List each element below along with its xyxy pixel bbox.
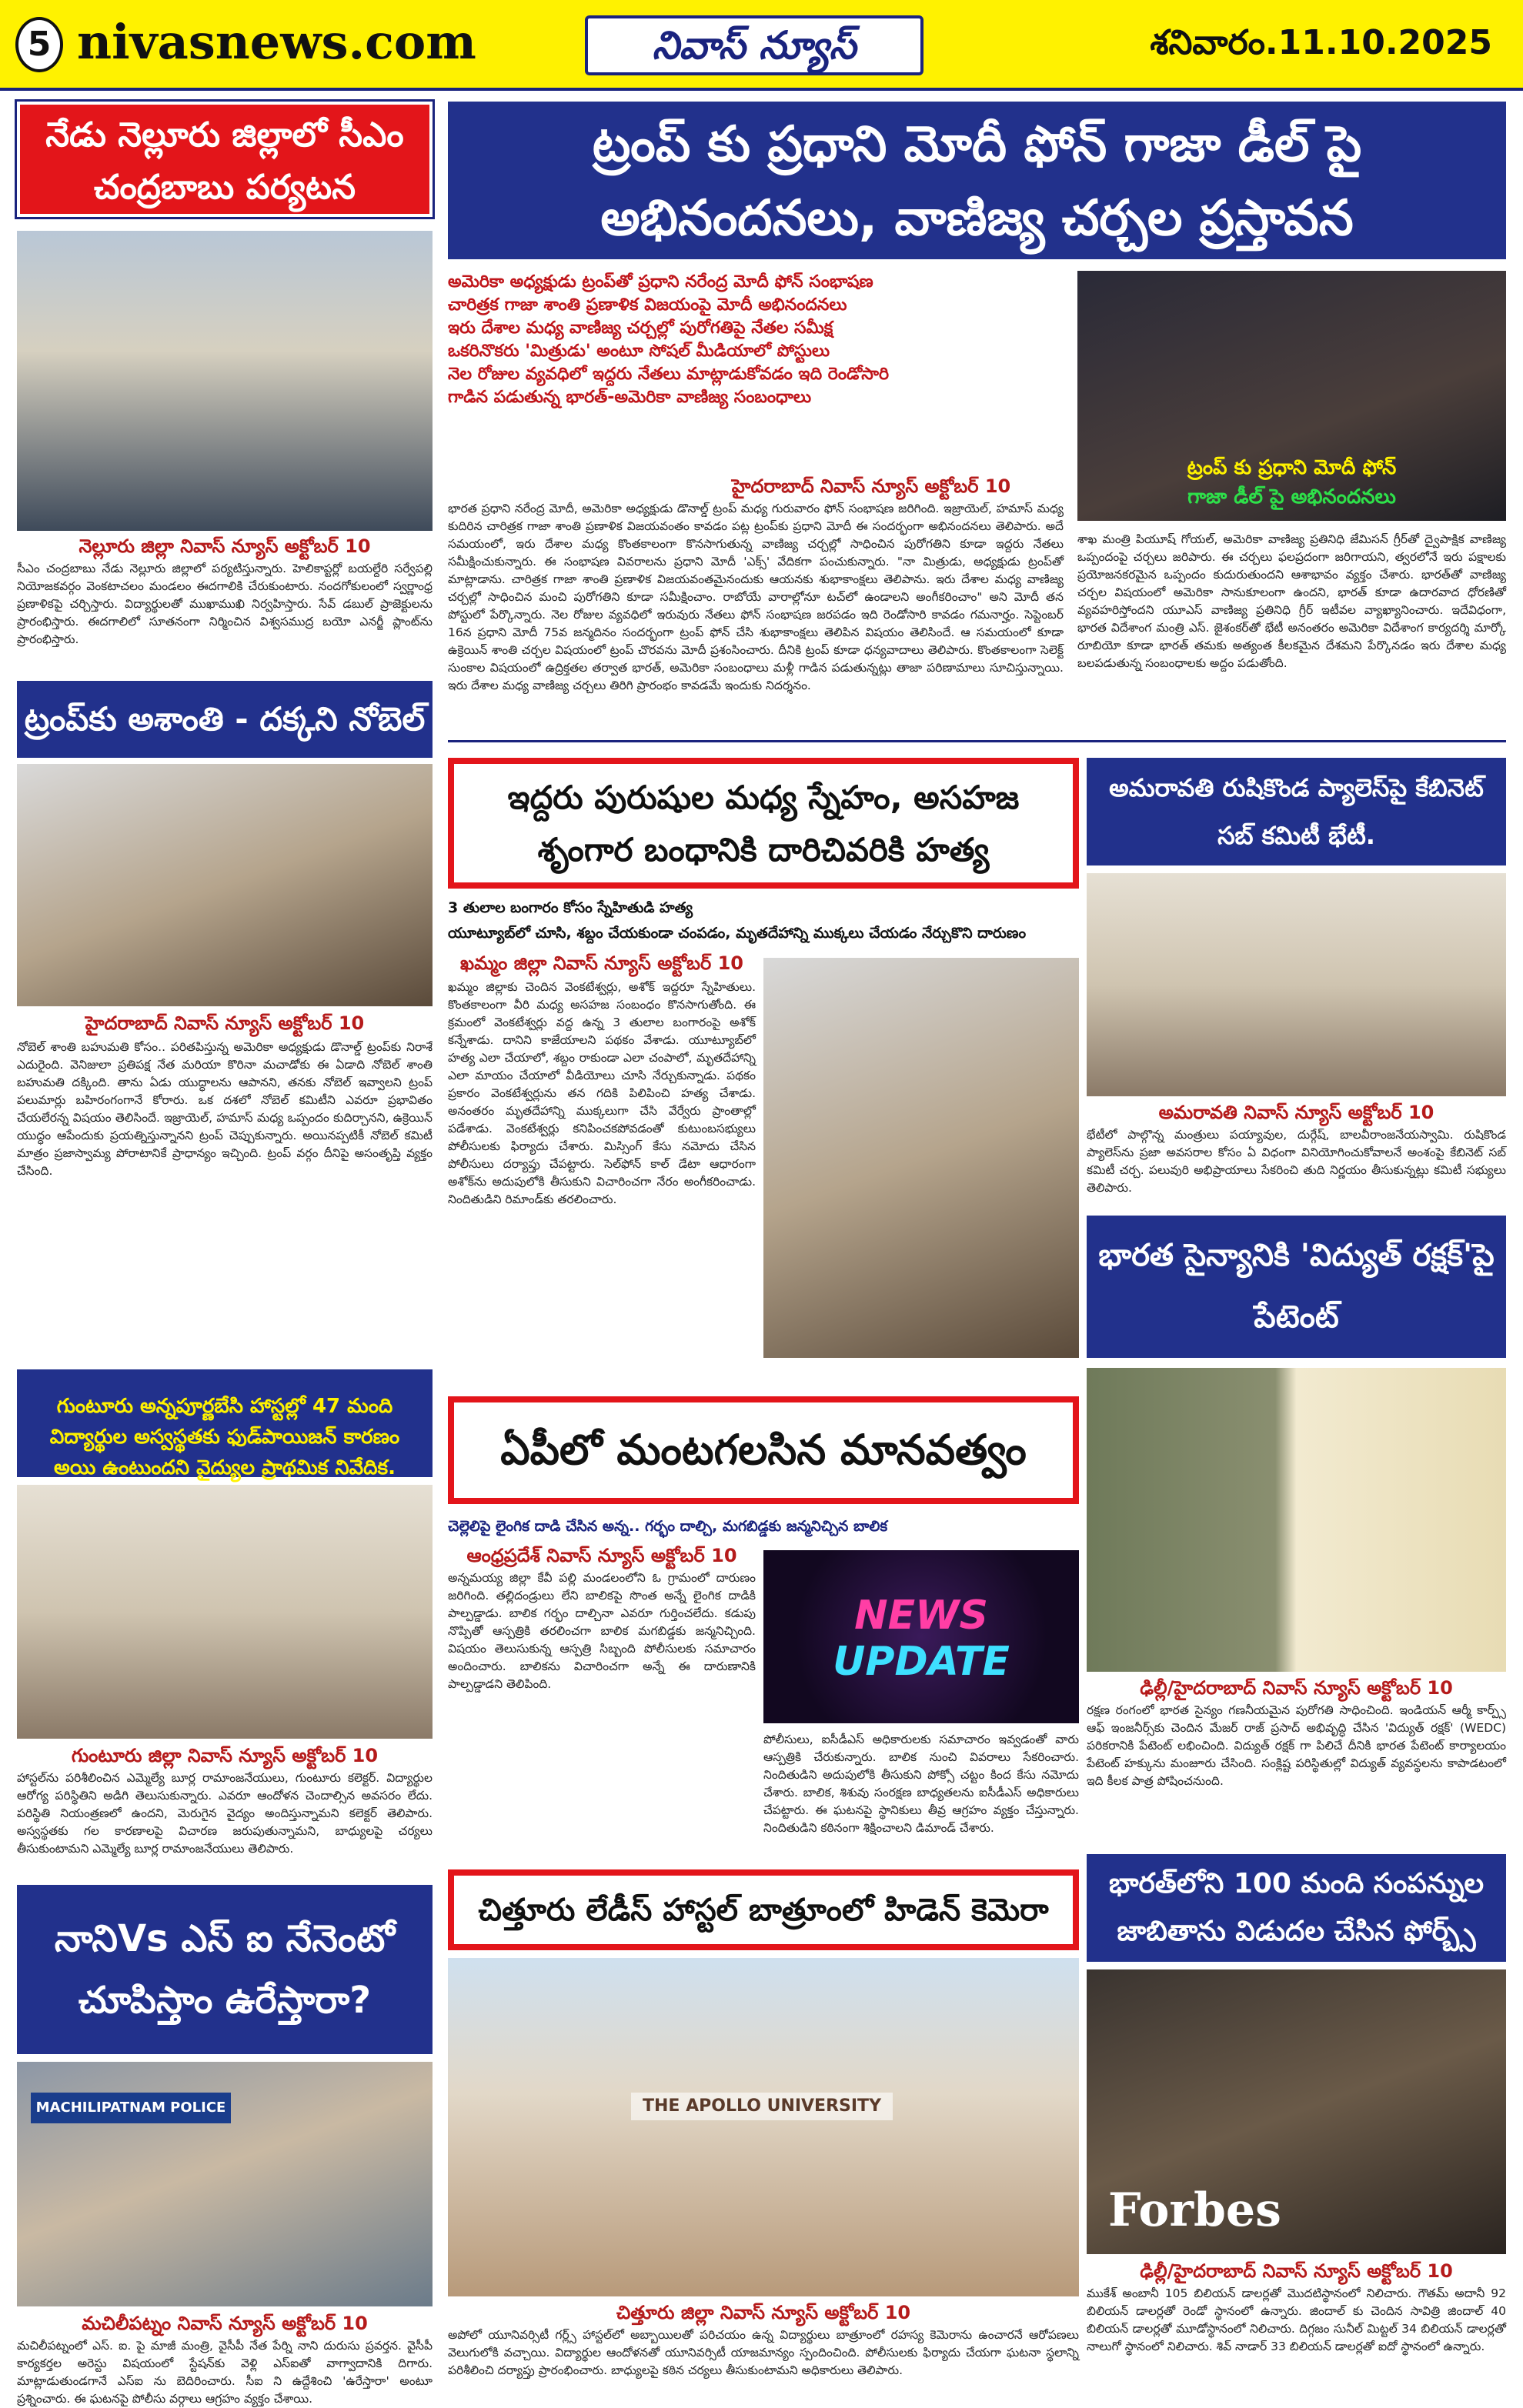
guntur-photo (17, 1485, 433, 1739)
site-name: nivasnews.com (77, 14, 476, 70)
lead-dateline: హైదరాబాద్ నివాస్ న్యూస్ అక్టోబర్ 10 (731, 475, 1011, 497)
patent-dateline: ఢిల్లీ/హైదరాబాద్ నివాస్ న్యూస్ అక్టోబర్ 10 (1140, 1677, 1453, 1699)
lead-highlight: గాడిన పడుతున్న భారత్-అమెరికా వాణిజ్య సంబంధాలు (448, 388, 812, 407)
forbes-headline: భారత్‌లోని 100 మంది సంపన్నుల జాబితాను విడుదల చేసిన ఫోర్బ్స్ (1087, 1854, 1506, 1962)
forbes-dateline: ఢిల్లీ/హైదరాబాద్ నివాస్ న్యూస్ అక్టోబర్ 10 (1140, 2260, 1453, 2282)
masthead (0, 0, 1523, 91)
lead-highlight: చారిత్రక గాజా శాంతి ప్రణాళిక విజయంపై మోదీ అభినందనలు (448, 295, 847, 315)
murder-photo (763, 958, 1079, 1358)
forbes-wordmark: Forbes (1108, 2183, 1281, 2237)
humanity-headline: ఏపీలో మంటగలసిన మానవత్వం (448, 1396, 1079, 1504)
cm-photo (17, 231, 433, 531)
lead-highlight: ఒకరినొకరు 'మిత్రుడు' అంటూ సోషల్ మీడియాలో పోస్టులు (448, 342, 830, 361)
camera-photo (448, 1958, 1079, 2296)
humanity-body-left: అన్నమయ్య జిల్లా కేవీ పల్లి మండలంలోని ఓ గ్రామంలో దారుణం జరిగింది. తల్లిదండ్రులు లేని బాలికపై సొంత అన్నే లైంగిక దాడికి పాల్పడ్డాడు. బాలిక గర్భం దాల్చినా ఎవరూ గుర్తించలేదు. కడుపు నొప్పితో ఆస్పత్రికి తరలించగా బాలిక మగబిడ్డకు జన్మనిచ్చింది. విషయం తెలుసుకున్న ఆస్పత్రి సిబ్బంది పోలీసులకు సమాచారం అందించారు. బాలికను విచారించగా అన్నే ఈ దారుణానికి పాల్పడ్డాడని తెలిపింది. (448, 1571, 756, 1691)
forbes-body: ముకేశ్ అంబానీ 105 బిలియన్ డాలర్లతో మొదటిస్థానంలో నిలిచారు. గౌతమ్ అదానీ 92 బిలియన్ డాలర్లతో రెండో స్థానంలో ఉన్నారు. జిందాల్ కు చెందిన సావిత్రి జిందాల్ 40 బిలియన్ డాలర్లతో మూడోస్థానంలో నిలిచారు. దిగ్గజం సునీల్ మిట్టల్ 34 బిలియన్ డాలర్లతో నాలుగో స్థానంలో నిలిచారు. శివ్ నాడార్ 33 బిలియన్ డాలర్లతో ఐదో స్థానంలో ఉన్నారు. (1087, 2286, 1506, 2353)
trump-body: నోబెల్ శాంతి బహుమతి కోసం.. పరితపిస్తున్న అమెరికా అధ్యక్షుడు డొనాల్డ్ ట్రంప్‌కు నిరాశే ఎదురైంది. వెనిజులా ప్రతిపక్ష నేత మరియా కొరినా మచాడోకు ఈ ఏడాది నోబెల్ శాంతి బహుమతి దక్కింది. తాను ఏడు యుద్ధాలను ఆపానని, తనకు నోబెల్ ఇవ్వాలని ట్రంప్ పలుమార్లు బహిరంగంగానే కోరారు. ఒక దశలో నోబెల్ కమిటీని ఎవరూ ప్రభావితం చేయలేరన్న విషయం తెలిసిందే. ఇజ్రాయెల్, హమాస్ మధ్య ఒప్పందం కుదిర్చానని, ఉక్రెయిన్ యుద్ధం ఆపేందుకు ప్రయత్నిస్తున్నానని ట్రంప్ చెప్పుకున్నారు. అయినప్పటికీ నోబెల్ కమిటీ మాత్రం ప్రజాస్వామ్య పోరాటానికే ప్రాధాన్యం ఇచ్చింది. ట్రంప్ వర్గం దీనిపై అసంతృప్తి వ్యక్తం చేసింది. (17, 1040, 433, 1178)
lead-highlight: అమెరికా అధ్యక్షుడు ట్రంప్‌తో ప్రధాని నరేంద్ర మోదీ ఫోన్ సంభాషణ (448, 272, 873, 292)
humanity-sub: చెల్లెలిపై లైంగిక దాడి చేసిన అన్న.. గర్భం దాల్చి, మగబిడ్డకు జన్మనిచ్చిన బాలిక (448, 1518, 888, 1535)
amaravati-photo (1087, 873, 1506, 1096)
amaravati-dateline: అమరావతి నివాస్ న్యూస్ అక్టోబర్ 10 (1158, 1102, 1434, 1123)
nani-dateline: మచిలీపట్నం నివాస్ న్యూస్ అక్టోబర్ 10 (82, 2313, 368, 2334)
news-update-line-1: NEWS (854, 1593, 988, 1639)
guntur-headline: గుంటూరు అన్నపూర్ణబేసి హాస్టల్లో 47 మంది విద్యార్థుల అస్వస్థతకు ఫుడ్‌పాయిజన్ కారణం అయి ఉంటుందని వైద్యుల ప్రాథమిక నివేదిక. (17, 1369, 433, 1477)
patent-body: రక్షణ రంగంలో భారత సైన్యం గణనీయమైన పురోగతి సాధించింది. ఇండియన్ ఆర్మీ కార్ప్స్ ఆఫ్ ఇంజనీర్స్‌కు చెందిన మేజర్ రాజ్ ప్రసాద్ అభివృద్ధి చేసిన 'విద్యుత్ రక్షక్' (WEDC) పరికరానికి పేటెంట్ లభించింది. విద్యుత్ రక్షక్ గా పిలిచే దీనికి భారత పేటెంట్ కార్యాలయం పేటెంట్ హక్కును మంజూరు చేసింది. సంక్లిష్ట పరిస్థితుల్లో విద్యుత్ వ్యవస్థలను కాపాడటంలో ఇది కీలక పాత్ర పోషించనుంది. (1087, 1703, 1506, 1788)
paper-logo: నివాస్ న్యూస్ (585, 15, 923, 75)
lead-highlights (448, 271, 1064, 471)
camera-dateline: చిత్తూరు జిల్లా నివాస్ న్యూస్ అక్టోబర్ 10 (616, 2302, 911, 2323)
lead-body-left: భారత ప్రధాని నరేంద్ర మోదీ, అమెరికా అధ్యక్షుడు డొనాల్డ్ ట్రంప్ మధ్య గురువారం ఫోన్ సంభాషణ జరిగింది. ఇజ్రాయెల్, హమాస్ మధ్య కుదిరిన చారిత్రక గాజా శాంతి ప్రణాళిక విజయవంతం కావడం పట్ల ట్రంప్‌కు ప్రధాని మోదీ ఈ సందర్భంగా అభినందనలు తెలిపారు. అదే సమయంలో, ఇరు దేశాల మధ్య కొంతకాలంగా కొనసాగుతున్న వాణిజ్య చర్చల్లో సాధించిన పురోగతిని కూడా ఇద్దరు నేతలు సమీక్షించుకున్నారు. ఈ సంభాషణ వివరాలను ప్రధాని మోదీ 'ఎక్స్' వేదికగా పంచుకున్నారు. "నా మిత్రుడు, అధ్యక్షుడు ట్రంప్‌తో మాట్లాడాను. చారిత్రక గాజా శాంతి ప్రణాళిక విజయవంతమైనందుకు ఆయనకు శుభాకాంక్షలు తెలిపాను. ఇరు దేశాల మధ్య వాణిజ్య చర్చల్లో సాధించిన మంచి పురోగతిని కూడా సమీక్షించాం. రాబోయే వారాల్లోనూ టచ్‌లో ఉండాలని అంగీకరించాం" అని మోదీ తన పోస్టులో పేర్కొన్నారు. నెల రోజుల వ్యవధిలో ఇరువురు నేతలు ఫోన్ సంభాషణ జరపడం ఇది రెండోసారి కావడం గమనార్హం. సెప్టెంబర్ 16న ప్రధాని మోదీ 75వ జన్మదినం సందర్భంగా ట్రంప్ ఫోన్ చేసి శుభాకాంక్షలు తెలిపిన విషయం తెలిసిందే. ఆ సమయంలో కూడా ఉక్రెయిన్ శాంతి చర్చల విషయంలో ట్రంప్ చొరవను మోదీ ప్రశంసించారు. దీనికి ట్రంప్ కూడా ధన్యవాదాలు తెలిపారు. కొంతకాలంగా సెలెక్ట్ సుంకాల విషయంలో ఉద్రిక్తతల తర్వాత భారత్, అమెరికా సంబంధాలు మళ్లీ గాడిన పడుతున్నట్లు తాజా పరిణామాలు సూచిస్తున్నాయి. ఇరు దేశాల మధ్య వాణిజ్య చర్చలు తిరిగి ప్రారంభం కావడమే ఇందుకు నిదర్శనం. (448, 502, 1064, 692)
lead-body-right: శాఖ మంత్రి పియూష్ గోయల్, అమెరికా వాణిజ్య ప్రతినిధి జేమిసన్ గ్రీర్‌తో ద్వైపాక్షిక వాణిజ్య ఒప్పందంపై చర్చలు జరిపారు. ఈ చర్చలు ఫలప్రదంగా జరిగాయని, త్వరలోనే ఇరు పక్షాలకు ప్రయోజనకరమైన ఒప్పందం కుదురుతుందని ఆశాభావం వ్యక్తం చేశారు. భారత్‌తో వాణిజ్య చర్చల విషయంలో అమెరికా సానుకూలంగా ఉందని, భారత్ కూడా ఉదారవాద ధోరణితో వ్యవహరిస్తోందని యూఎస్ వాణిజ్య ప్రతినిధి గ్రీర్ ఇటీవల వ్యాఖ్యానించారు. ఇదేవిధంగా, భారత విదేశాంగ మంత్రి ఎస్. జైశంకర్‌తో భేటీ అనంతరం అమెరికా విదేశాంగ కార్యదర్శి మార్కో రూబియో కూడా భారత్ తమకు అత్యంత కీలకమైన దేశమని పేర్కొనడం ఇరు దేశాల మధ్య బలపడుతున్న సంబంధాలకు అద్దం పడుతోంది. (1077, 532, 1506, 670)
trump-nobel-headline: ట్రంప్‌కు అశాంతి - దక్కని నోబెల్ (17, 681, 433, 758)
lead-photo-overlay-2: గాజా డీల్ పై అభినందనలు (1187, 485, 1396, 509)
nani-body: మచిలీపట్నంలో ఎస్. ఐ. పై మాజీ మంత్రి, వైసీపీ నేత పేర్ని నాని దురుసు ప్రవర్తన. వైసీపీ కార్యకర్తల అరెస్టు విషయంలో స్టేషన్‌కు వెళ్లి ఎస్ఐతో వాగ్వాదానికి దిగారు. మాట్లాడుతుండగానే ఎస్ఐ ను బెదిరించారు. సీఐ ని ఉద్దేశించి 'ఉరేస్తారా' అంటూ ప్రశ్నించారు. ఈ ఘటనపై పోలీసు వర్గాలు ఆగ్రహం వ్యక్తం చేశాయి. (17, 2339, 433, 2406)
camera-body: అపోలో యూనివర్సిటీ గర్ల్స్ హాస్టల్‌లో అబ్బాయిలతో పరిచయం ఉన్న విద్యార్థులు బాత్రూంలో రహస్య కెమెరాను ఉంచారనే ఆరోపణలు వెలుగులోకి వచ్చాయి. విద్యార్థుల ఆందోళనతో యూనివర్సిటీ యాజమాన్యం స్పందించింది. పోలీసులకు ఫిర్యాదు చేయగా ఘటనా స్థలాన్ని పరిశీలించి దర్యాప్తు ప్రారంభించారు. బాధ్యులపై కఠిన చర్యలు తీసుకుంటామని అధికారులు తెలిపారు. (448, 2328, 1079, 2377)
murder-dateline: ఖమ్మం జిల్లా నివాస్ న్యూస్ అక్టోబర్ 10 (460, 952, 743, 974)
murder-sub-1: 3 తులాల బంగారం కోసం స్నేహితుడి హత్య (448, 899, 693, 916)
cm-headline: నేడు నెల్లూరు జిల్లాలో సీఎం చంద్రబాబు పర్యటన (17, 102, 433, 217)
lead-highlight: ఇరు దేశాల మధ్య వాణిజ్య చర్చల్లో పురోగతిపై నేతల సమీక్ష (448, 319, 833, 338)
camera-building-sign: THE APOLLO UNIVERSITY (631, 2093, 893, 2120)
trump-photo (17, 764, 433, 1006)
lead-headline: ట్రంప్ కు ప్రధాని మోదీ ఫోన్ గాజా డీల్ పై అభినందనలు, వాణిజ్య చర్చల ప్రస్తావన (448, 102, 1506, 259)
trump-dateline: హైదరాబాద్ నివాస్ న్యూస్ అక్టోబర్ 10 (85, 1012, 365, 1034)
murder-sub-2: యూట్యూబ్‌లో చూసి, శబ్దం చేయకుండా చంపడం, మృతదేహాన్ని ముక్కలు చేయడం నేర్చుకొని దారుణం (448, 925, 1027, 942)
humanity-dateline: ఆంధ్రప్రదేశ్ నివాస్ న్యూస్ అక్టోబర్ 10 (466, 1545, 737, 1566)
issue-date: శనివారం.11.10.2025 (1150, 23, 1492, 62)
cm-body: సీఎం చంద్రబాబు నేడు నెల్లూరు జిల్లాలో పర్యటిస్తున్నారు. హెలికాప్టర్లో బయల్దేరి సర్వేపల్లి నియోజకవర్గం వెంకటాచలం మండలం ఈదగాలికి చేరుకుంటారు. నందగోకులంలో స్వర్ణాంధ్ర ప్రణాళికపై చర్చిస్తారు. విద్యార్థులతో ముఖాముఖి నిర్వహిస్తారు. సేవ్ డబుల్ ప్రాజెక్టులను ప్రారంభిస్తారు. ఈదగాలిలో సూతనంగా నిర్మించిన విశ్వసముద్ర బయో ఎనర్జీ ప్లాంట్‌ను ప్రారంభిస్తారు. (17, 562, 433, 646)
lead-highlight: నెల రోజుల వ్యవధిలో ఇద్దరు నేతలు మాట్లాడుకోవడం ఇది రెండోసారి (448, 365, 889, 384)
page-number: 5 (15, 17, 63, 72)
lead-divider (448, 740, 1506, 742)
murder-body: ఖమ్మం జిల్లాకు చెందిన వెంకటేశ్వర్లు, అశోక్ ఇద్దరూ స్నేహితులు. కొంతకాలంగా వీరి మధ్య అసహజ సంబంధం కొనసాగుతోంది. ఈ క్రమంలో వెంకటేశ్వర్లు వద్ద ఉన్న 3 తులాల బంగారంపై అశోక్ కన్నేశాడు. దానిని కాజేయాలని పథకం వేశాడు. యూట్యూబ్‌లో హత్య ఎలా చేయాలో, శబ్దం రాకుండా ఎలా చంపాలో, మృతదేహాన్ని ఎలా మాయం చేయాలో వీడియోలు చూసి నేర్చుకున్నాడు. పథకం ప్రకారం వెంకటేశ్వర్లును తన గదికి పిలిపించి హత్య చేశాడు. అనంతరం మృతదేహాన్ని ముక్కలుగా చేసి వేర్వేరు ప్రాంతాల్లో పడేశాడు. వెంకటేశ్వర్లు కనిపించకపోవడంతో కుటుంబసభ్యులు పోలీసులకు ఫిర్యాదు చేశారు. మిస్సింగ్ కేసు నమోదు చేసిన పోలీసులు దర్యాప్తు చేపట్టారు. సెల్‌ఫోన్ కాల్ డేటా ఆధారంగా అశోక్‌ను అదుపులోకి తీసుకుని విచారించగా నేరం అంగీకరించాడు. నిందితుడిని రిమాండ్‌కు తరలించారు. (448, 980, 756, 1206)
patent-headline: భారత సైన్యానికి 'విద్యుత్ రక్షక్'పై పేటెంట్ (1087, 1216, 1506, 1358)
nani-photo-sign: MACHILIPATNAM POLICE (31, 2093, 231, 2123)
news-update-line-2: UPDATE (833, 1639, 1010, 1685)
guntur-body: హాస్టల్‌ను పరిశీలించిన ఎమ్మెల్యే బూర్ల రామాంజనేయులు, గుంటూరు కలెక్టర్. విద్యార్థుల ఆరోగ్య పరిస్థితిని అడిగి తెలుసుకున్నారు. ఎవరూ ఆందోళన చెందాల్సిన అవసరం లేదు. పరిస్థితి నియంత్రణలో ఉందని, మెరుగైన వైద్యం అందిస్తున్నామని కలెక్టర్ తెలిపారు. అస్వస్థతకు గల కారణాలపై విచారణ జరుపుతున్నామని, బాధ్యులపై చర్యలు తీసుకుంటామని ఎమ్మెల్యే బూర్ల రామాంజనేయులు తెలిపారు. (17, 1771, 433, 1856)
cm-dateline: నెల్లూరు జిల్లా నివాస్ న్యూస్ అక్టోబర్ 10 (78, 535, 371, 557)
nani-headline: నానిVs ఎస్ ఐ నేనెంటో చూపిస్తాం ఉరేస్తారా? (17, 1885, 433, 2054)
patent-photo (1087, 1368, 1506, 1672)
murder-headline: ఇద్దరు పురుషుల మధ్య స్నేహం, అసహజ శృంగార బంధానికి దారిచివరికి హత్య (448, 758, 1079, 889)
humanity-body-right: పోలీసులు, ఐసీడీఎస్ అధికారులకు సమాచారం ఇవ్వడంతో వారు ఆస్పత్రికి చేరుకున్నారు. బాలిక నుంచి వివరాలు సేకరించారు. నిందితుడిని అదుపులోకి తీసుకుని పోక్సో చట్టం కింద కేసు నమోదు చేశారు. బాలిక, శిశువు సంరక్షణ బాధ్యతలను ఐసీడీఎస్ అధికారులు చేపట్టారు. ఈ ఘటనపై స్థానికులు తీవ్ర ఆగ్రహం వ్యక్తం చేస్తున్నారు. నిందితుడిని కఠినంగా శిక్షించాలని డిమాండ్ చేశారు. (763, 1733, 1079, 1835)
lead-photo-overlay-1: ట్రంప్ కు ప్రధాని మోదీ ఫోన్ (1187, 456, 1397, 479)
camera-headline: చిత్తూరు లేడీస్ హాస్టల్ బాత్రూంలో హిడెన్ కెమెరా (448, 1869, 1079, 1950)
guntur-dateline: గుంటూరు జిల్లా నివాస్ న్యూస్ అక్టోబర్ 10 (71, 1745, 379, 1766)
amaravati-body: భేటీలో పాల్గొన్న మంత్రులు పయ్యావుల, దుర్గేష్, బాలవీరాంజనేయస్వామి. రుషికొండ ప్యాలెస్‌ను ప్రజా అవసరాల కోసం ఏ విధంగా వినియోగించుకోవాలనే అంశంపై కేబినెట్ సబ్ కమిటీ చర్చ. పలువురి అభిప్రాయాలు సేకరించి తుది నిర్ణయం తీసుకున్నట్లు కమిటీ సభ్యులు తెలిపారు. (1087, 1128, 1506, 1195)
amaravati-headline: అమరావతి రుషికొండ ప్యాలెస్‌పై కేబినెట్ సబ్ కమిటీ భేటీ. (1087, 758, 1506, 865)
